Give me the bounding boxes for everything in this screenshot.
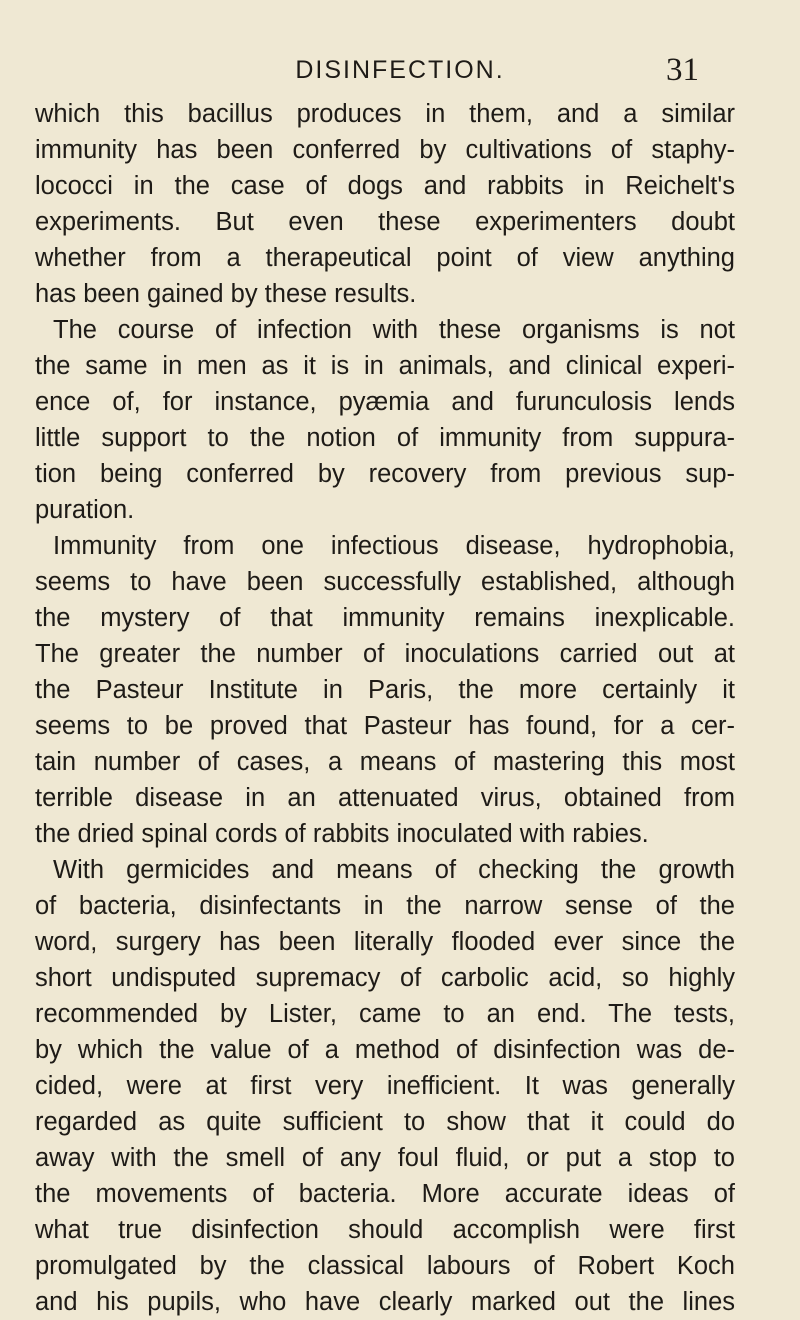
text-line: recommended by Lister, came to an end. The tests, xyxy=(35,1000,735,1028)
text-line: the same in men as it is in animals, and clinical experi- xyxy=(35,352,735,380)
text-line: short undisputed supremacy of carbolic acid, so highly xyxy=(35,964,735,992)
text-line: The greater the number of inoculations carried out at xyxy=(35,640,735,668)
text-line: the Pasteur Institute in Paris, the more certainly it xyxy=(35,676,735,704)
text-line: of bacteria, disinfectants in the narrow sense of the xyxy=(35,892,735,920)
text-line: little support to the notion of immunity from suppura- xyxy=(35,424,735,452)
text-line: what true disinfection should accomplish were first xyxy=(35,1216,735,1244)
running-title: DISINFECTION. xyxy=(295,56,505,84)
text-line: tion being conferred by recovery from previous sup- xyxy=(35,460,735,488)
text-line: lococci in the case of dogs and rabbits in Reichelt's xyxy=(35,172,735,200)
text-line: seems to have been successfully established, although xyxy=(35,568,735,596)
text-line: terrible disease in an attenuated virus, obtained from xyxy=(35,784,735,812)
text-line: has been gained by these results. xyxy=(35,280,417,308)
body-text xyxy=(35,96,735,1320)
text-line: regarded as quite sufficient to show that it could do xyxy=(35,1108,735,1136)
text-line: cided, were at first very inefficient. It was generally xyxy=(35,1072,735,1100)
text-line: experiments. But even these experimenters doubt xyxy=(35,208,735,236)
text-line: word, surgery has been literally flooded ever since the xyxy=(35,928,735,956)
text-line: whether from a therapeutical point of view anything xyxy=(35,244,735,272)
text-line: immunity has been conferred by cultivations of staphy- xyxy=(35,136,735,164)
text-line: the dried spinal cords of rabbits inoculated with rabies. xyxy=(35,820,649,848)
text-line: by which the value of a method of disinfection was de- xyxy=(35,1036,735,1064)
text-line: The course of infection with these organisms is not xyxy=(53,316,735,344)
text-line: away with the smell of any foul fluid, or put a stop to xyxy=(35,1144,735,1172)
text-line: Immunity from one infectious disease, hydrophobia, xyxy=(53,532,735,560)
text-line: the movements of bacteria. More accurate ideas of xyxy=(35,1180,735,1208)
text-line: With germicides and means of checking the growth xyxy=(53,856,735,884)
text-line: seems to be proved that Pasteur has found, for a cer- xyxy=(35,712,735,740)
page-number: 31 xyxy=(666,52,699,88)
text-line: tain number of cases, a means of mastering this most xyxy=(35,748,735,776)
text-line: the mystery of that immunity remains inexplicable. xyxy=(35,604,735,632)
text-line: ence of, for instance, pyæmia and furunculosis lends xyxy=(35,388,735,416)
text-line: and his pupils, who have clearly marked out the lines xyxy=(35,1288,735,1316)
text-line: promulgated by the classical labours of Robert Koch xyxy=(35,1252,735,1280)
text-line: which this bacillus produces in them, and a similar xyxy=(35,100,735,128)
text-line: puration. xyxy=(35,496,135,524)
